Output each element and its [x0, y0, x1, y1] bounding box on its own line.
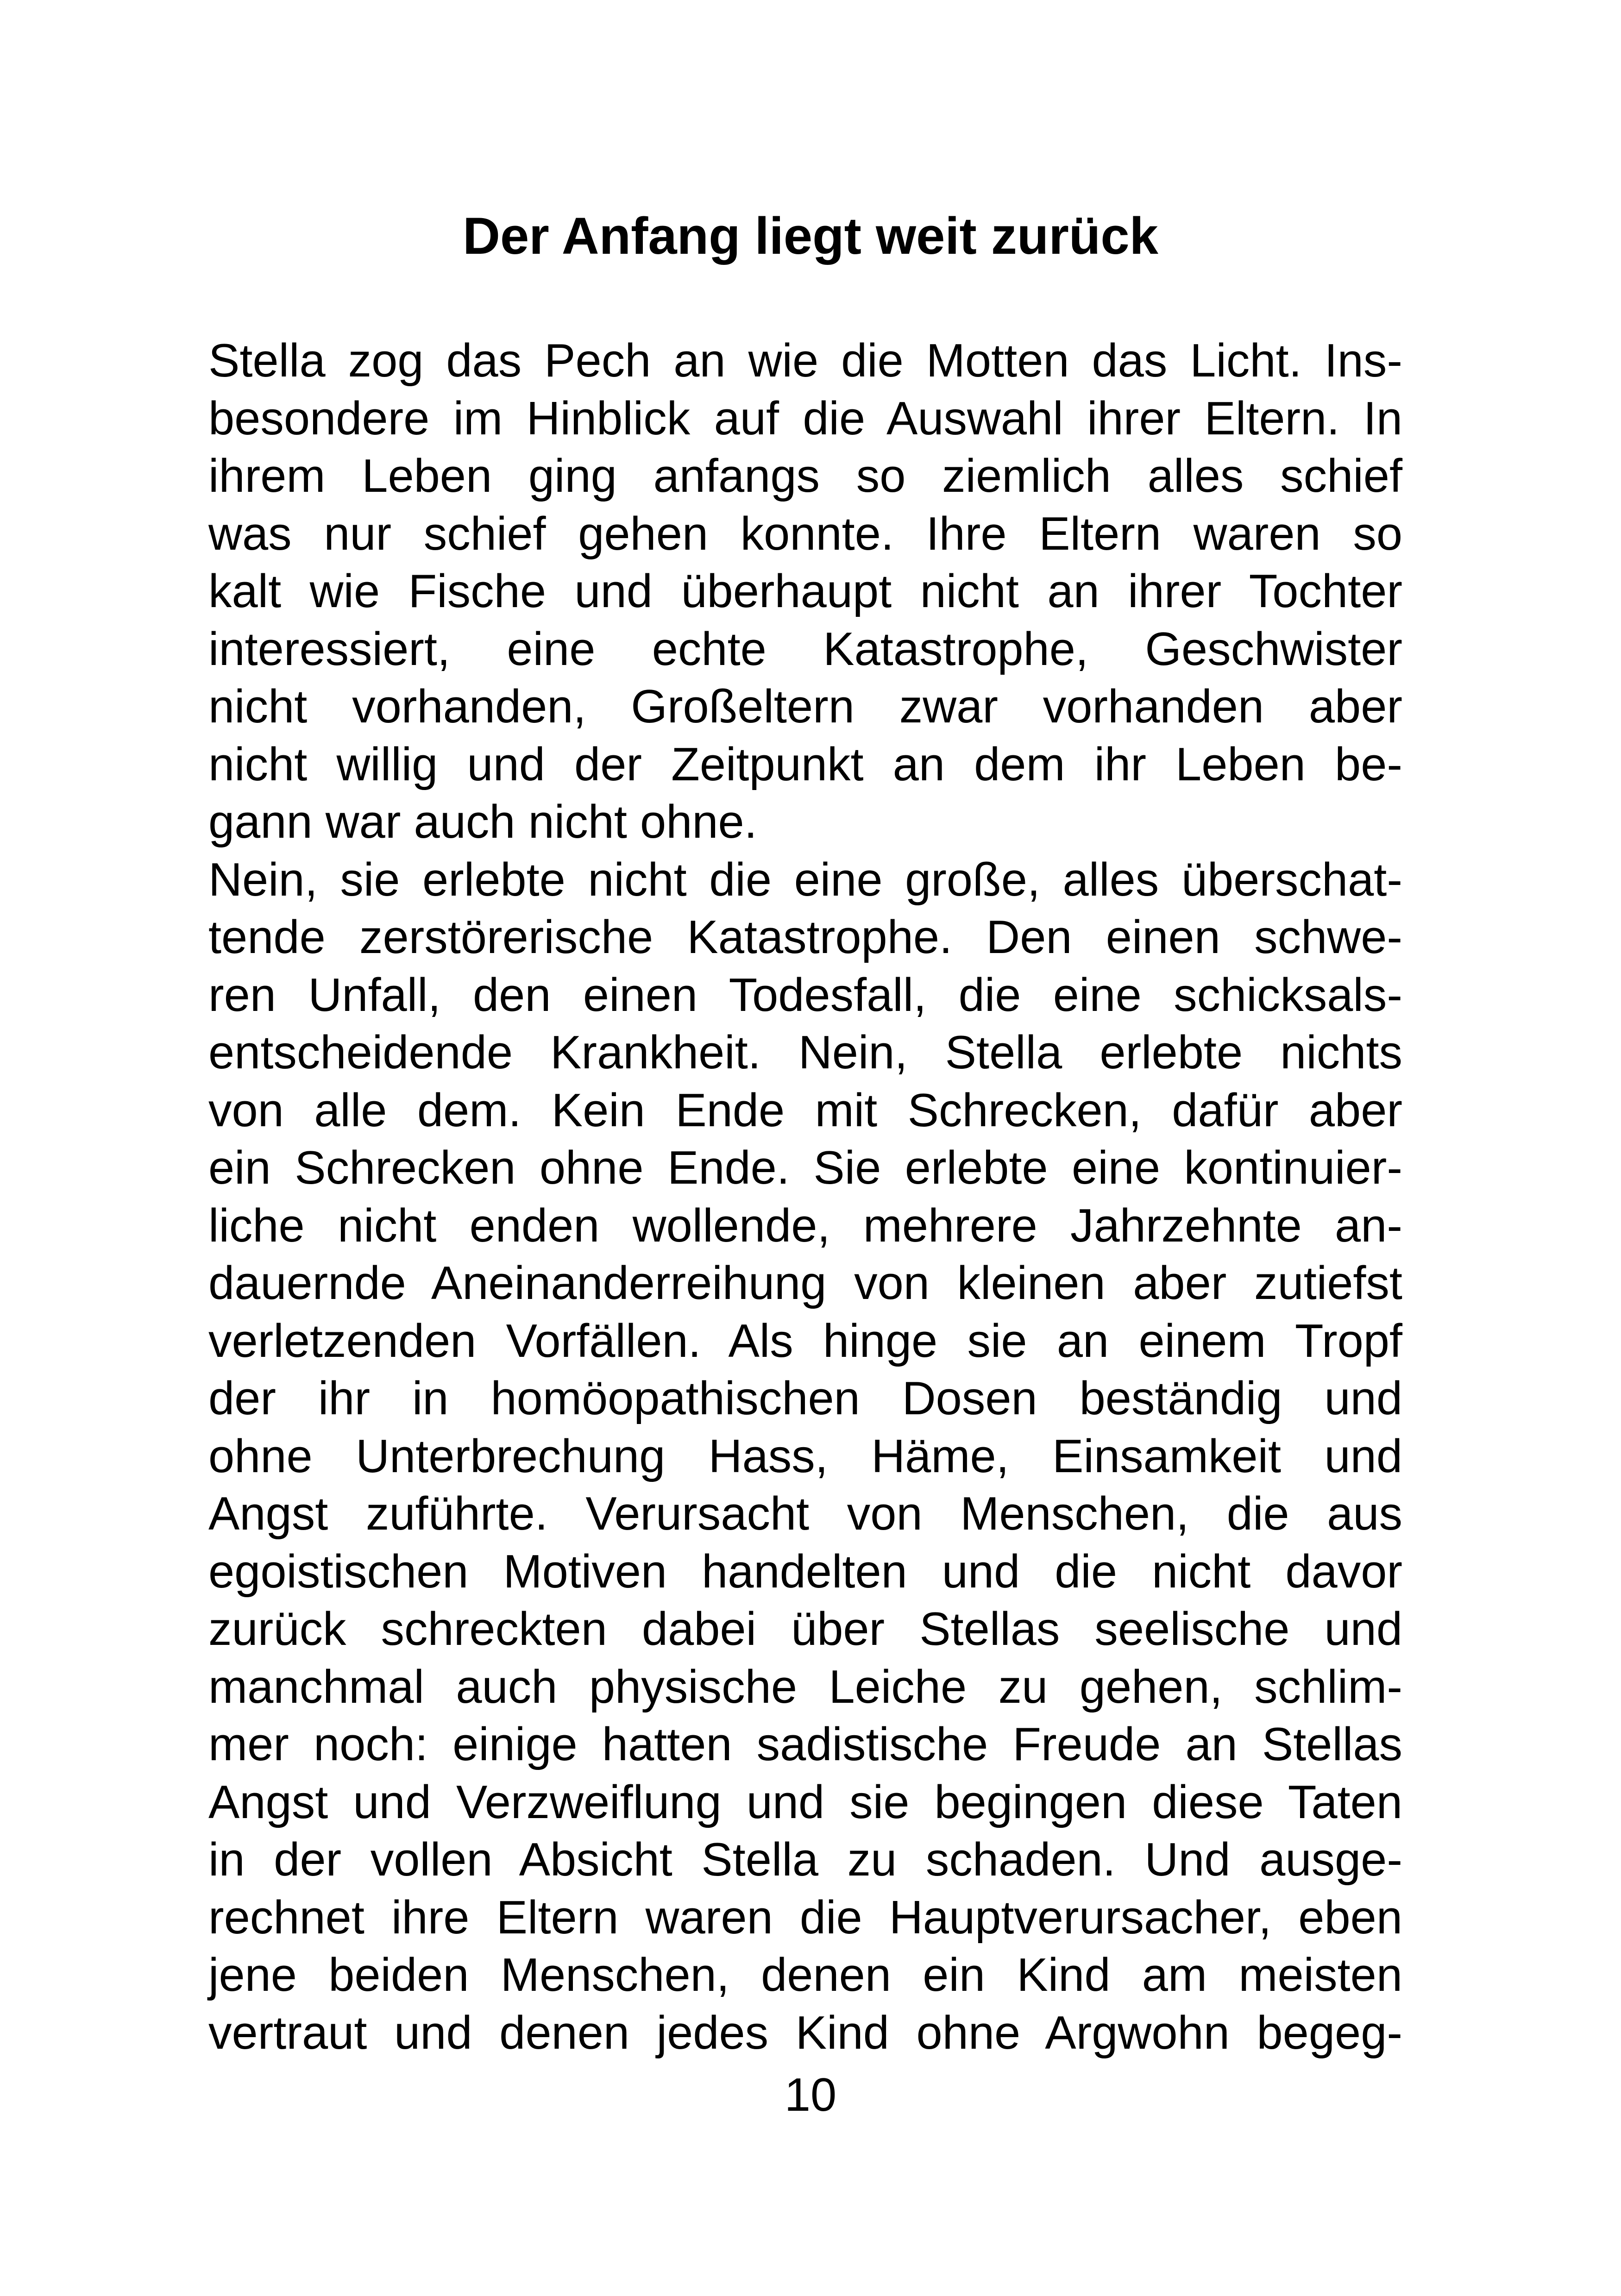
page-number: 10 — [784, 2069, 837, 2121]
text-line: von alle dem. Kein Ende mit Schrecken, dafür aber — [208, 1084, 1402, 1136]
text-line: interessiert, eine echte Katastrophe, Geschwister — [208, 623, 1402, 675]
body-text — [208, 332, 1402, 2062]
text-line: was nur schief gehen konnte. Ihre Eltern waren so — [208, 508, 1402, 560]
text-line: zurück schreckten dabei über Stellas seelische und — [208, 1603, 1402, 1655]
text-line: Stella zog das Pech an wie die Motten das Licht. Ins- — [208, 335, 1402, 387]
text-line: Angst zuführte. Verursacht von Menschen, die aus — [208, 1488, 1402, 1540]
text-line: besondere im Hinblick auf die Auswahl ihrer Eltern. In — [208, 392, 1402, 445]
text-line: mer noch: einige hatten sadistische Freude an Stellas — [208, 1719, 1402, 1770]
text-line: egoistischen Motiven handelten und die nicht davor — [208, 1545, 1402, 1598]
text-line: Angst und Verzweiflung und sie begingen diese Taten — [208, 1776, 1402, 1828]
text-line: jene beiden Menschen, denen ein Kind am meisten — [208, 1949, 1402, 2001]
text-line: kalt wie Fische und überhaupt nicht an ihrer Tochter — [208, 565, 1402, 617]
text-line: rechnet ihre Eltern waren die Hauptverursacher, eben — [208, 1891, 1402, 1944]
text-line: liche nicht enden wollende, mehrere Jahrzehnte an- — [208, 1199, 1402, 1252]
text-line: ohne Unterbrechung Hass, Häme, Einsamkeit und — [208, 1430, 1402, 1482]
text-line: ein Schrecken ohne Ende. Sie erlebte eine kontinuier- — [208, 1142, 1402, 1194]
text-line: in der vollen Absicht Stella zu schaden. Und ausge- — [208, 1834, 1402, 1886]
text-line: Nein, sie erlebte nicht die eine große, alles überschat- — [208, 853, 1402, 906]
text-line: vertraut und denen jedes Kind ohne Argwohn begeg- — [208, 2007, 1402, 2059]
text-line: dauernde Aneinanderreihung von kleinen aber zutiefst — [208, 1257, 1402, 1309]
text-line: nicht willig und der Zeitpunkt an dem ihr Leben be- — [208, 738, 1402, 790]
text-line: entscheidende Krankheit. Nein, Stella erlebte nichts — [208, 1027, 1402, 1079]
text-line: manchmal auch physische Leiche zu gehen, schlim- — [208, 1661, 1402, 1713]
text-line: gann war auch nicht ohne. — [208, 796, 757, 848]
text-line: ren Unfall, den einen Todesfall, die eine schicksals- — [208, 969, 1402, 1021]
text-line: nicht vorhanden, Großeltern zwar vorhanden aber — [208, 681, 1402, 733]
text-line: verletzenden Vorfällen. Als hinge sie an einem Tropf — [208, 1315, 1402, 1367]
text-line: der ihr in homöopathischen Dosen beständig und — [208, 1373, 1402, 1424]
chapter-title: Der Anfang liegt weit zurück — [463, 207, 1158, 265]
text-line: tende zerstörerische Katastrophe. Den einen schwe- — [208, 911, 1402, 963]
text-line: ihrem Leben ging anfangs so ziemlich alles schief — [208, 450, 1402, 502]
